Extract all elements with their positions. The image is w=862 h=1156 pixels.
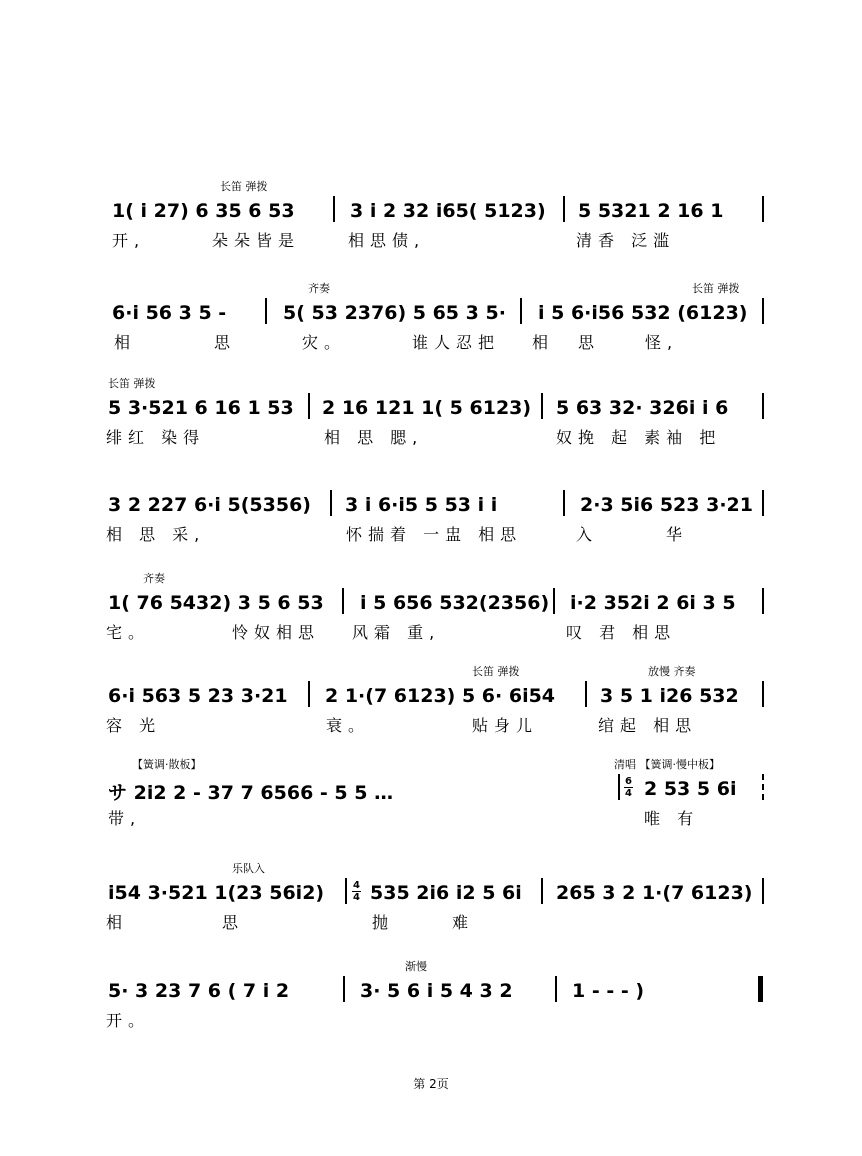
notation-segment: 5 63 32· 326i i 6 <box>556 397 729 419</box>
barline <box>563 196 565 222</box>
notation-segment: サ 2i2 2 - 37 7 6566 - 5 5 … <box>108 782 394 804</box>
lyric-text: 贴身儿 <box>472 716 539 735</box>
lyric-text: 相思债, <box>348 231 426 250</box>
lyric-text: 相 <box>532 333 555 352</box>
notation-segment: 3· 5 6 i 5 4 3 2 <box>360 980 513 1002</box>
performance-annotation: 渐慢 <box>405 960 427 973</box>
lyric-text: 开, <box>112 231 146 250</box>
performance-annotation: 长笛 弹拨 <box>692 282 740 295</box>
notation-segment: 2 53 5 6i <box>644 778 737 800</box>
lyric-text: 相 思 采, <box>106 525 206 544</box>
notation-segment: 3 i 2 32 i65( 5123) <box>350 200 546 222</box>
lyric-text: 相 <box>114 333 137 352</box>
notation-segment: 1( 76 5432) 3 5 6 53 <box>108 592 324 614</box>
score-system-8 <box>0 860 862 940</box>
page-number: 第 2页 <box>413 1077 449 1091</box>
barline <box>762 681 764 707</box>
barline <box>520 298 522 324</box>
notation-segment: 2·3 5i6 523 3·21 <box>580 494 753 516</box>
time-signature: 4 4 <box>353 880 360 903</box>
lyric-text: 相 思 腮, <box>324 428 424 447</box>
barline <box>265 298 267 324</box>
notation-segment: 6·i 56 3 5 - <box>112 302 227 324</box>
score-system-7 <box>0 756 862 836</box>
score-system-4 <box>0 472 862 552</box>
lyric-text: 难 <box>452 913 475 932</box>
barline <box>553 588 555 614</box>
lyric-text: 唯 有 <box>644 809 700 828</box>
score-system-2 <box>0 280 862 360</box>
barline <box>308 681 310 707</box>
barline <box>308 393 310 419</box>
notation-segment: 535 2i6 i2 5 6i <box>370 882 522 904</box>
performance-annotation: 长笛 弹拨 <box>108 377 156 390</box>
lyric-text: 怀揣着 一盅 相思 <box>346 525 523 544</box>
lyric-text: 开。 <box>106 1011 151 1030</box>
lyric-text: 思 <box>578 333 601 352</box>
notation-segment: 3 2 227 6·i 5(5356) <box>108 494 311 516</box>
performance-annotation: 齐奏 <box>308 282 330 295</box>
barline <box>762 298 764 324</box>
performance-annotation: 长笛 弹拨 <box>472 665 520 678</box>
barline <box>342 588 344 614</box>
barline <box>762 393 764 419</box>
notation-segment: i 5 6·i56 532 (6123) <box>538 302 748 324</box>
lyric-text: 入 <box>576 525 599 544</box>
notation-segment: 2 1·(7 6123) 5 6· 6i54 <box>325 685 556 707</box>
final-barline <box>758 976 763 1002</box>
notation-segment: 5 3·521 6 16 1 53 <box>108 397 294 419</box>
notation-segment: 1( i 27) 6 35 6 53 <box>112 200 295 222</box>
notation-segment: 5( 53 2376) 5 65 3 5· <box>283 302 506 324</box>
barline <box>541 393 543 419</box>
notation-segment: 3 i 6·i5 5 53 i i <box>345 494 498 516</box>
lyric-text: 抛 <box>372 913 395 932</box>
notation-segment: i·2 352i 2 6i 3 5 <box>570 592 736 614</box>
lyric-text: 风霜 重, <box>352 623 441 642</box>
notation-segment: 3 5 1 i26 532 <box>600 685 739 707</box>
lyric-text: 衰。 <box>326 716 371 735</box>
lyric-text: 绾起 相思 <box>598 716 698 735</box>
notation-segment: 265 3 2 1·(7 6123) <box>556 882 753 904</box>
lyric-text: 华 <box>666 525 689 544</box>
lyric-text: 思 <box>222 913 245 932</box>
lyric-text: 叹 君 相思 <box>566 623 677 642</box>
lyric-text: 灾。 <box>302 333 347 352</box>
lyric-text: 谁人忍把 <box>412 333 501 352</box>
notation-segment: 6·i 563 5 23 3·21 <box>108 685 288 707</box>
lyric-text: 思 <box>214 333 237 352</box>
barline <box>343 976 345 1002</box>
notation-segment: 5· 3 23 7 6 ( 7 i 2 <box>108 980 290 1002</box>
performance-annotation: 【簧调·散板】 <box>132 758 202 771</box>
performance-annotation: 齐奏 <box>143 572 165 585</box>
score-system-1 <box>0 178 862 258</box>
time-signature: 6 4 <box>625 776 632 799</box>
barline <box>762 878 764 904</box>
performance-annotation: 长笛 弹拨 <box>220 180 268 193</box>
barline <box>563 490 565 516</box>
notation-segment: 1 - - - ) <box>572 980 645 1002</box>
lyric-text: 带, <box>108 809 142 828</box>
notation-segment: 2 16 121 1( 5 6123) <box>322 397 532 419</box>
barline <box>345 878 347 904</box>
lyric-text: 朵朵皆是 <box>212 231 301 250</box>
barline <box>618 774 620 800</box>
score-system-9 <box>0 958 862 1038</box>
barline <box>762 588 764 614</box>
performance-annotation: 清唱 【簧调·慢中板】 <box>614 758 720 771</box>
lyric-text: 怪, <box>645 333 679 352</box>
barline <box>555 976 557 1002</box>
lyric-text: 容 光 <box>106 716 162 735</box>
notation-segment: i 5 656 532(2356) <box>360 592 550 614</box>
lyric-text: 怜奴相思 <box>232 623 321 642</box>
score-system-5 <box>0 570 862 650</box>
barline <box>762 490 764 516</box>
performance-annotation: 乐队入 <box>232 862 265 875</box>
score-system-6 <box>0 663 862 743</box>
score-system-3 <box>0 375 862 455</box>
lyric-text: 清香 泛滥 <box>576 231 676 250</box>
barline <box>585 681 587 707</box>
performance-annotation: 放慢 齐奏 <box>648 665 696 678</box>
notation-segment: 5 5321 2 16 1 <box>578 200 724 222</box>
barline <box>330 490 332 516</box>
lyric-text: 宅。 <box>106 623 151 642</box>
barline <box>762 196 764 222</box>
barline <box>541 878 543 904</box>
lyric-text: 绯红 染得 <box>106 428 206 447</box>
lyric-text: 相 <box>106 913 129 932</box>
barline-dashed <box>762 774 764 800</box>
barline <box>333 196 335 222</box>
lyric-text: 奴挽 起 素袖 把 <box>556 428 722 447</box>
notation-segment: i54 3·521 1(23 56i2) <box>108 882 325 904</box>
